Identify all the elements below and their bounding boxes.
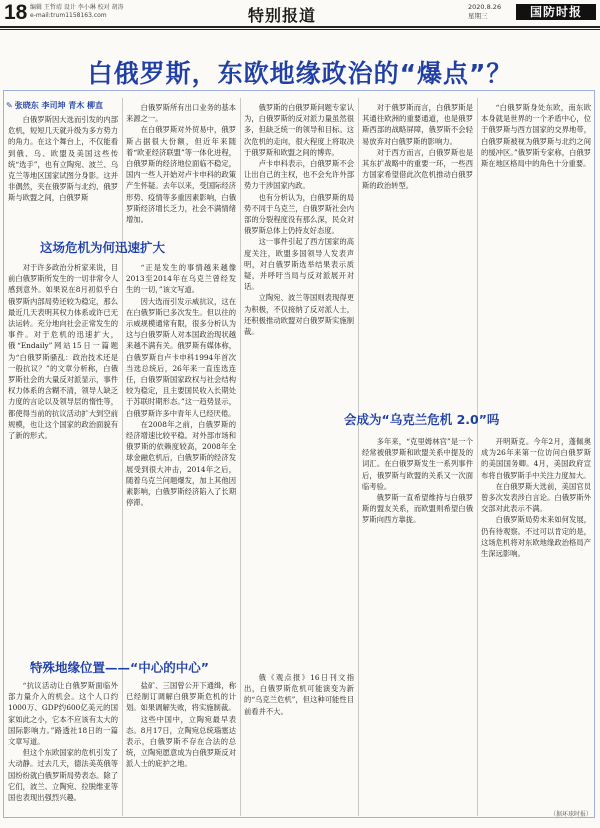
subheading-1: 这场危机为何迅速扩大 — [40, 240, 166, 255]
paragraph: 俄罗斯的白俄罗斯问题专家认为，白俄罗斯的反对派力量虽然很多，但缺乏统一的领导和目标。这次危机的走向，很大程度上将取决于俄罗斯和欧盟之间的博弈。 — [244, 103, 354, 157]
article-column-1 — [8, 262, 118, 662]
paragraph: 对于西方而言，白俄罗斯也是其东扩战略中的重要一环，一些西方国家希望借此次危机推动白俄罗斯的政治转型。 — [362, 147, 473, 191]
page-number: 18 — [4, 1, 28, 24]
email-line: e-mail:trum1158163.com — [30, 12, 107, 19]
paragraph: 这一事件引起了西方国家的高度关注，欧盟多国领导人发表声明，对白俄罗斯选举结果表示质疑，并呼吁当局与反对派展开对话。 — [244, 237, 354, 292]
editor-credits — [30, 4, 124, 20]
subheading-3: 会成为“乌克兰危机 2.0”吗 — [344, 412, 500, 427]
paragraph: 开明斯克。今年2月，蓬佩奥成为26年来第一位访问白俄罗斯的美国国务卿。4月，美国政府宣布将自俄罗斯手中关注力度加大。 — [481, 437, 591, 480]
article-column-1-lower — [8, 680, 118, 816]
paragraph: 也有分析认为，白俄罗斯的局势不同于乌克兰，白俄罗斯社会内部的分裂程度没有那么深，民众对俄罗斯总体上仍持友好态度。 — [244, 192, 354, 236]
paragraph: 在2008年之前，白俄罗斯的经济增速比较平稳。对外部市场和俄罗斯的依赖度较高，2008年全球金融危机后，白俄罗斯的经济发展受到很大冲击，2014年之后，随着乌克兰问题爆发，加上其他因素影响，白俄罗斯经济陷入了长期停滞。 — [126, 419, 236, 508]
column-divider — [122, 98, 123, 816]
column-divider — [240, 98, 241, 816]
section-title: 特别报道 — [248, 6, 317, 25]
paragraph: 对于俄罗斯而言，白俄罗斯是其通往欧洲的重要通道，也是俄罗斯西部的战略屏障，俄罗斯不会轻易放弃对白俄罗斯的影响力。 — [362, 103, 473, 146]
paragraph: 俄《观点报》16日刊文指出，白俄罗斯危机可能演变为新的“乌克兰危机”，但这种可能性目前看并不大。 — [244, 673, 354, 716]
paragraph: 俄罗斯一直希望维持与白俄罗斯的盟友关系，而欧盟则希望白俄罗斯向西方靠拢。 — [362, 493, 473, 525]
article-column-3 — [244, 102, 354, 662]
editor-line: 编辑 王哲靖 设计 李小琳 校对 胡涛 — [30, 4, 124, 11]
paragraph: 白俄罗斯局势未来如何发展，仍有待观察。不过可以肯定的是，这场危机将对东欧地缘政治格局产生深远影响。 — [481, 515, 591, 559]
paragraph: 白俄罗斯所有出口业务的基本来源之一。 — [126, 103, 236, 124]
paragraph: 白俄罗斯因大选而引发的内部危机，短短几天就升级为多方势力的角力。在这个舞台上，不仅能看到俄、乌、欧盟及美国这些传统“选手”，也有立陶宛、波兰、乌克兰等地区国家试图分身影。这并非偶然，夹在俄罗斯与北约、俄罗斯与欧盟之间，白俄罗斯 — [8, 115, 118, 203]
paragraph: 在白俄罗斯大选前，美国官员曾多次发表涉白言论。白俄罗斯外交部对此表示不满。 — [481, 481, 591, 514]
source-note: （据环球时报） — [549, 811, 592, 818]
article-column-5-lower — [481, 436, 591, 802]
column-divider — [477, 98, 478, 816]
header-rule — [0, 26, 600, 28]
subheading-2: 特殊地缘位置——“中心的中心” — [30, 660, 209, 675]
paragraph: 但这个东欧国家的危机引发了大动静。过去几天，德法美英俄等国纷纷就白俄罗斯局势表态。除了它们，波兰、立陶宛、拉脱维亚等国也表现出强烈兴趣。 — [8, 748, 118, 803]
article-column-2 — [126, 262, 236, 662]
article-column-3-lower — [244, 672, 354, 816]
paragraph: “抗议活动让白俄罗斯面临外部力量介入的机会。这个人口约1000万、GDP约600亿美元的国家如此之小，它本不应该有太大的国际影响力。”路透社18日的一篇文章写道。 — [8, 681, 118, 747]
paragraph: 对于许多政治分析家来说，目前白俄罗斯所发生的一切非常令人感到意外。如果说在8月初似乎白俄罗斯内部局势还较为稳定，那么最近几天表明其权力体系或许已无法运转。充分地向社会正常发生的事件。对于危机的迅速扩大，俄“Endaily”网站15日一篇题为“白俄罗斯骚乱：政治技术还是一般抗议？”的文章分析称，白俄罗斯社会的大量反对派显示，事件权力体系的含糊不清，领导人缺乏力度的言论以及领导层的惰性等，都使得当前的抗议活动扩大到空前规模，也让这个国家的政治面貌有了新的形式。 — [8, 263, 118, 441]
article-column-2-lower — [126, 680, 236, 816]
column-divider — [358, 98, 359, 816]
paragraph: 因大选而引发示威抗议，这在在白俄罗斯已多次发生。但以往的示威规模通常有限，很多分析认为这与白俄罗斯人对本国政治现状越来越不满有关。俄罗斯有媒体称，白俄罗斯自卢卡申科1994年首次当选总统后，26年来一直连选连任，白俄罗斯国家政权与社会结构较为稳定，且主要国民收入长期处于苏联时期形态。”这一趋势显示，白俄罗斯许多中青年人已经厌倦。 — [126, 296, 236, 418]
byline-authors: 张晓东 李司坤 青木 柳直 — [14, 101, 104, 110]
article-column-4 — [362, 102, 473, 402]
issue-date — [468, 3, 501, 21]
paragraph: 多年来，“克里姆林宫”是一个经常被俄罗斯和欧盟关系中提及的词汇。在白俄罗斯发生一系列事件后，俄罗斯与欧盟的关系又一次面临考验。 — [362, 437, 473, 491]
paragraph: 卢卡申科表示，白俄罗斯不会让出自己的主权，也不会允许外部势力干涉国家内政。 — [244, 159, 354, 191]
article-column-4-lower — [362, 436, 473, 816]
article-column-5 — [481, 102, 591, 412]
date-text: 2020.8.26 — [468, 3, 502, 11]
article-column-1-intro — [8, 114, 118, 230]
page-header — [0, 0, 600, 28]
header-rule-thin — [0, 29, 600, 30]
pen-icon: ✎ — [6, 101, 13, 110]
paragraph: “白俄罗斯身处东欧，南东欧本身就是世界的一个矛盾中心，位于俄罗斯与西方国家的交界地带，白俄罗斯被视为俄罗斯与北约之间的缓冲区。”俄罗斯专家称，白俄罗斯在地区格局中的角色十分重要。 — [481, 103, 591, 169]
article-headline: 白俄罗斯，东欧地缘政治的“爆点”？ — [87, 59, 513, 88]
newspaper-logo: 国防时报 — [516, 4, 596, 20]
paragraph: 盐矿、三国曾公开下通缉，称已经制订调解白俄罗斯危机的计划。如果调解失败，将实施制裁。 — [126, 681, 236, 713]
paragraph: 这些中国中，立陶宛最早表态。8月17日，立陶宛总统瑙塞达表示，白俄罗斯不存在合法的总统，立陶宛愿意成为白俄罗斯反对派人士的庇护之地。 — [126, 714, 236, 769]
weekday-text: 星期三 — [468, 12, 488, 20]
paragraph: “正是发生的事情越来越像2013至2014年在乌克兰曾经发生的一切，”该文写道。 — [126, 263, 236, 295]
paragraph: 在白俄罗斯对外贸易中，俄罗斯占据很大份额，但近年来随着“欧亚经济联盟”等一体化进程，白俄罗斯的经济地位面临不稳定，国内一些人开始对卢卡申科的政策产生怀疑。去年以来，受国际经济形势、疫情等多重因素影响，白俄罗斯经济增长乏力，社会不满情绪增加。 — [126, 125, 236, 225]
paragraph: 立陶宛、波兰等国则表现得更为积极，不仅接纳了反对派人士，还积极推动欧盟对白俄罗斯实施制裁。 — [244, 293, 354, 337]
